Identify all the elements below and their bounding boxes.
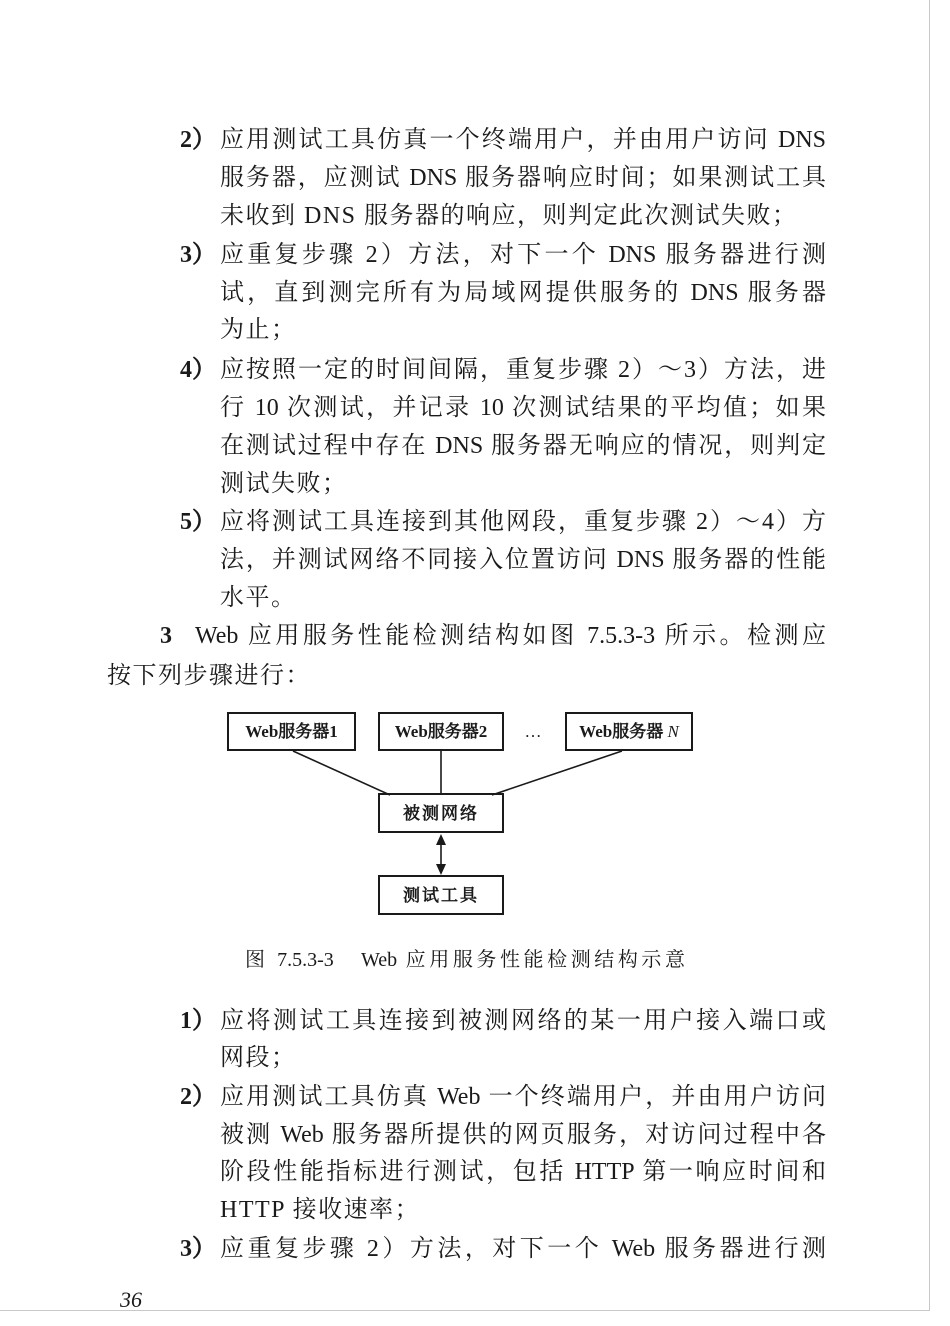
text-line: 水平。 <box>220 585 297 611</box>
text-line: 网段； <box>220 1045 297 1071</box>
text-line: 应重复步骤 2）方法，对下一个 Web 服务器进行测 <box>220 1236 826 1262</box>
text-line: 服务器，应测试 DNS 服务器响应时间；如果测试工具 <box>220 165 826 191</box>
box-web-server-n <box>566 713 692 750</box>
label-web-server-2: Web服务器2 <box>394 722 488 741</box>
page-number: 36 <box>120 1287 142 1312</box>
connector-server-1 <box>293 751 390 795</box>
label-test-tool: 测试工具 <box>403 886 479 905</box>
arrowhead-up-icon <box>436 834 446 845</box>
list-item-number: 3） <box>180 242 216 268</box>
label-web-server-1: Web服务器1 <box>245 722 338 741</box>
figure-caption: 图 7.5.3-3 Web 应用服务性能检测结构示意 <box>245 949 685 971</box>
text-line: 应按照一定的时间间隔，重复步骤 2）～3）方法，进 <box>220 357 826 383</box>
clause-number: 3 <box>160 623 172 649</box>
list-item-number: 1） <box>180 1008 216 1034</box>
label-web-server-n <box>579 721 680 741</box>
text-line: 应用测试工具仿真 Web 一个终端用户，并由用户访问 <box>220 1084 826 1110</box>
text-line: 应重复步骤 2）方法，对下一个 DNS 服务器进行测 <box>220 242 826 268</box>
text-line: 在测试过程中存在 DNS 服务器无响应的情况，则判定 <box>220 433 826 459</box>
clause-text-line: 按下列步骤进行： <box>107 663 311 689</box>
text-line: 行 10 次测试，并记录 10 次测试结果的平均值；如果 <box>220 395 826 421</box>
list-item-number: 2） <box>180 1084 216 1110</box>
box-web-server-1 <box>228 713 355 750</box>
text-line: 试，直到测完所有为局域网提供服务的 DNS 服务器 <box>220 280 826 306</box>
box-test-tool <box>379 876 503 914</box>
text-line: 法，并测试网络不同接入位置访问 DNS 服务器的性能 <box>220 547 826 573</box>
label-web-server-n-prefix: Web服务器 <box>579 722 668 741</box>
clause-text-line: Web 应用服务性能检测结构如图 7.5.3-3 所示。检测应 <box>195 623 826 649</box>
text-line: 未收到 DNS 服务器的响应，则判定此次测试失败； <box>220 203 798 229</box>
text-line: 测试失败； <box>220 471 348 497</box>
text-line: 应用测试工具仿真一个终端用户，并由用户访问 DNS <box>220 127 826 153</box>
ellipsis-label: … <box>524 722 542 741</box>
text-line: HTTP 接收速率； <box>220 1197 421 1223</box>
text-line: 为止； <box>220 317 297 343</box>
box-web-server-2 <box>379 713 503 750</box>
list-item-number: 4） <box>180 357 216 383</box>
page-edge-right <box>929 0 930 1311</box>
label-network-under-test: 被测网络 <box>403 804 479 823</box>
text-line: 应将测试工具连接到其他网段，重复步骤 2）～4）方 <box>220 509 826 535</box>
label-web-server-n-variable: N <box>667 722 679 741</box>
arrowhead-down-icon <box>436 864 446 875</box>
text-line: 被测 Web 服务器所提供的网页服务，对访问过程中各 <box>220 1122 826 1148</box>
text-line: 阶段性能指标进行测试，包括 HTTP 第一响应时间和 <box>220 1159 826 1185</box>
list-item-number: 2） <box>180 127 216 153</box>
connector-server-n <box>492 751 622 795</box>
list-item-number: 3） <box>180 1236 216 1262</box>
text-line: 应将测试工具连接到被测网络的某一用户接入端口或 <box>220 1008 826 1034</box>
box-network-under-test <box>379 794 503 832</box>
list-item-number: 5） <box>180 509 216 535</box>
